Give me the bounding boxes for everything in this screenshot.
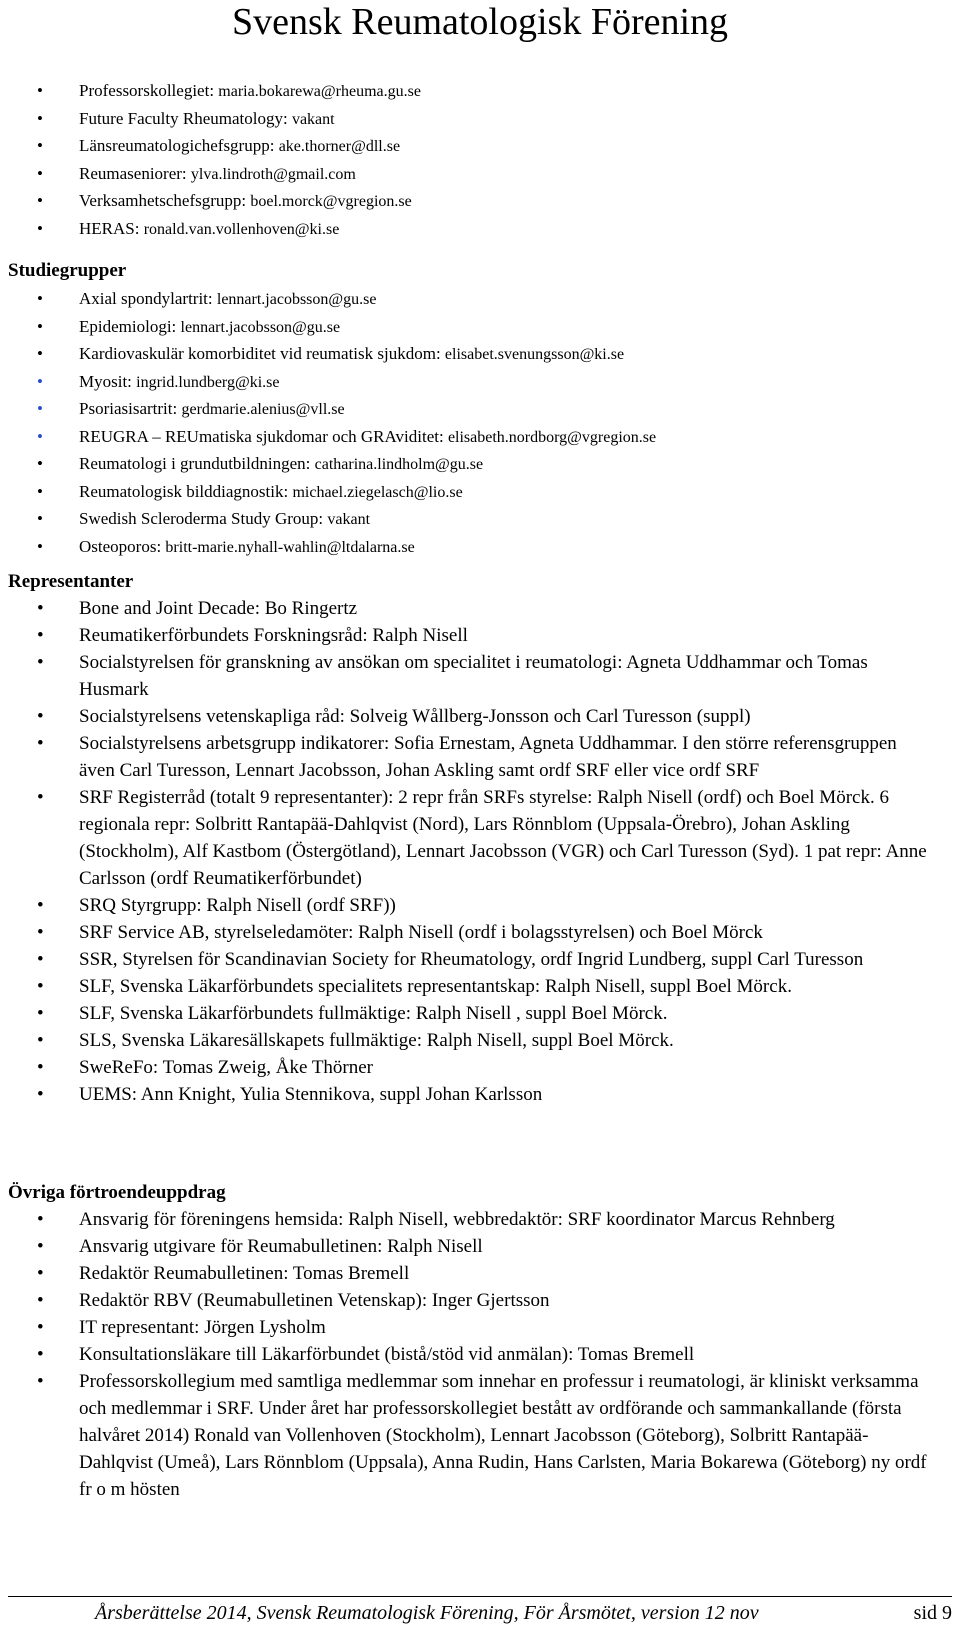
item-text: UEMS: Ann Knight, Yulia Stennikova, suppl Johan Karlsson: [79, 1084, 543, 1105]
bullet-icon: •: [37, 922, 44, 943]
contact-email: gerdmarie.alenius@vll.se: [181, 401, 345, 418]
contact-email: ylva.lindroth@gmail.com: [190, 165, 356, 183]
bullet-icon: •: [37, 136, 43, 155]
list-item: [0, 78, 929, 106]
footer-divider: [8, 1596, 952, 1597]
item-label: Swedish Scleroderma Study Group:: [79, 509, 328, 528]
bullet-icon: •: [37, 1344, 44, 1365]
list-item: [0, 188, 929, 216]
list-item: [0, 106, 929, 134]
list-item: [0, 424, 929, 452]
bullet-icon: •: [37, 1263, 44, 1284]
item-label: Reumatologisk bilddiagnostik:: [79, 481, 293, 501]
item-text: Bone and Joint Decade: Bo Ringertz: [79, 598, 358, 619]
bullet-icon: •: [37, 163, 43, 183]
item-label: Professorskollegiet:: [79, 81, 219, 100]
item-label: Reumaseniorer:: [79, 163, 191, 183]
bullet-icon: •: [37, 625, 44, 646]
bullet-icon: •: [37, 976, 44, 997]
bullet-icon: •: [37, 1003, 44, 1024]
list-item: [0, 730, 929, 784]
section-title-studiegrupper: Studiegrupper: [8, 260, 127, 281]
bullet-icon: •: [37, 289, 43, 308]
list-item: [0, 1368, 929, 1503]
item-text: Socialstyrelsen för granskning av ansökan om specialitet i reumatologi: Agneta Uddhammar och Tomas Husmark: [79, 652, 868, 700]
list-item: [0, 892, 929, 919]
item-text: Redaktör Reumabulletinen: Tomas Bremell: [79, 1263, 410, 1284]
list-item: [0, 1341, 929, 1368]
bullet-icon: •: [37, 481, 43, 501]
list-item: [0, 784, 929, 892]
item-text: Reumatikerförbundets Forskningsråd: Ralph Nisell: [79, 625, 468, 646]
item-text: SRQ Styrgrupp: Ralph Nisell (ordf SRF)): [79, 895, 396, 916]
bullet-icon: •: [37, 218, 43, 238]
item-text: SweReFo: Tomas Zweig, Åke Thörner: [79, 1057, 374, 1078]
contact-email: elisabeth.nordborg@vgregion.se: [447, 428, 657, 446]
list-item: [0, 1054, 929, 1081]
bullet-icon: •: [37, 1290, 44, 1311]
list-item: [0, 369, 929, 397]
item-label: Osteoporos:: [79, 536, 166, 556]
item-text: SRF Registerråd (totalt 9 representanter): 2 repr från SRFs styrelse: Ralph Nisell (ordf) och Boel Mörck. 6 regionala repr: Solbritt Rantapää-Dahlqvist (Nord), Lars Rönnblom (Uppsala-Örebro), Johan Askling (Stockholm), Alf Kastbom (Östergötland), Lennart Jacobsson (VGR) och Carl Turesson (Syd). 1 pat repr: Anne Carlsson (ordf Reumatikerförbundet): [79, 787, 927, 889]
item-text: Ansvarig utgivare för Reumabulletinen: Ralph Nisell: [79, 1236, 483, 1257]
bullet-icon: •: [37, 426, 43, 446]
section-title-ovriga: Övriga förtroendeuppdrag: [8, 1182, 226, 1203]
contact-email: vakant: [327, 511, 371, 528]
list-item: [0, 973, 929, 1000]
bullet-icon: •: [37, 706, 44, 727]
bullet-icon: •: [37, 1371, 44, 1392]
item-text: SLF, Svenska Läkarförbundets fullmäktige: Ralph Nisell , suppl Boel Mörck.: [79, 1003, 668, 1024]
list-item: [0, 133, 929, 161]
bullet-icon: •: [37, 1030, 44, 1051]
list-item: [0, 451, 929, 479]
item-text: IT representant: Jörgen Lysholm: [79, 1317, 326, 1338]
list-item: [0, 216, 929, 244]
contact-email: vakant: [291, 110, 335, 128]
list-item: [0, 161, 929, 189]
contact-email: catharina.lindholm@gu.se: [314, 456, 484, 473]
list-item: [0, 506, 929, 534]
list-item: [0, 1287, 929, 1314]
item-label: Future Faculty Rheumatology:: [79, 108, 292, 128]
item-label: Epidemiologi:: [79, 316, 181, 336]
bullet-icon: •: [37, 1317, 44, 1338]
bullet-icon: •: [37, 81, 43, 100]
bullet-icon: •: [37, 454, 43, 473]
item-label: HERAS:: [79, 218, 144, 238]
section-title-representanter: Representanter: [8, 571, 134, 592]
contact-email: ake.thorner@dll.se: [278, 138, 401, 155]
bullet-icon: •: [37, 536, 43, 556]
contact-email: boel.morck@vgregion.se: [250, 193, 412, 210]
list-item: [0, 703, 929, 730]
list-item: [0, 946, 929, 973]
representanter-list: [0, 595, 960, 1108]
bullet-icon: •: [37, 652, 44, 673]
footer-text: Årsberättelse 2014, Svensk Reumatologisk Förening, För Årsmötet, version 12 nov: [95, 1602, 759, 1624]
item-text: Socialstyrelsens arbetsgrupp indikatorer: Sofia Ernestam, Agneta Uddhammar. I den större referensgruppen även Carl Turesson, Lennart Jacobsson, Johan Askling samt ordf SRF eller vice ordf SRF: [79, 733, 897, 781]
item-text: SLS, Svenska Läkaresällskapets fullmäktige: Ralph Nisell, suppl Boel Mörck.: [79, 1030, 674, 1051]
bullet-icon: •: [37, 1236, 44, 1257]
contact-email: ingrid.lundberg@ki.se: [136, 373, 280, 391]
list-item: [0, 1081, 929, 1108]
item-label: Länsreumatologichefsgrupp:: [79, 136, 279, 155]
bullet-icon: •: [37, 787, 44, 808]
item-label: Reumatologi i grundutbildningen:: [79, 454, 315, 473]
contact-email: lennart.jacobsson@gu.se: [216, 291, 377, 308]
item-label: Axial spondylartrit:: [79, 289, 217, 308]
contact-email: elisabet.svenungsson@ki.se: [444, 346, 625, 363]
list-item: [0, 314, 929, 342]
list-item: [0, 622, 929, 649]
contact-email: lennart.jacobsson@gu.se: [180, 318, 341, 336]
list-item: [0, 396, 929, 424]
contact-email: michael.ziegelasch@lio.se: [292, 483, 463, 501]
studiegrupper-list: [0, 286, 960, 561]
bullet-icon: •: [37, 191, 43, 210]
item-label: Kardiovaskulär komorbiditet vid reumatisk sjukdom:: [79, 344, 445, 363]
contact-email: maria.bokarewa@rheuma.gu.se: [218, 83, 421, 100]
bullet-icon: •: [37, 509, 43, 528]
list-item: [0, 1000, 929, 1027]
list-item: [0, 919, 929, 946]
bullet-icon: •: [37, 316, 43, 336]
bullet-icon: •: [37, 108, 43, 128]
item-label: Psoriasisartrit:: [79, 399, 182, 418]
list-item: [0, 1314, 929, 1341]
item-text: Professorskollegium med samtliga medlemmar som innehar en professur i reumatologi, är kliniskt verksamma och medlemmar i SRF. Under året har professorskollegiet bestått av ordförande och sammankallande (första halvåret 2014) Ronald van Vollenhoven (Stockholm), Lennart Jacobsson (Göteborg), Solbritt Rantapää-Dahlqvist (Umeå), Lars Rönnblom (Uppsala), Anna Rudin, Hans Carlsten, Maria Bokarewa (Göteborg) ny ordf fr o m hösten: [79, 1371, 927, 1500]
contact-email: ronald.van.vollenhoven@ki.se: [143, 220, 340, 238]
list-item: [0, 1027, 929, 1054]
contact-email: britt-marie.nyhall-wahlin@ltdalarna.se: [165, 538, 415, 556]
list-item: [0, 649, 929, 703]
bullet-icon: •: [37, 399, 43, 418]
list-item: [0, 286, 929, 314]
bullet-icon: •: [37, 344, 43, 363]
item-text: SLF, Svenska Läkarförbundets specialitets representantskap: Ralph Nisell, suppl Boel Mörck.: [79, 976, 792, 997]
list-item: [0, 1260, 929, 1287]
page-title: Svensk Reumatologisk Förening: [231, 1, 729, 43]
item-label: Myosit:: [79, 371, 137, 391]
item-text: Socialstyrelsens vetenskapliga råd: Solveig Wållberg-Jonsson och Carl Turesson (suppl): [79, 706, 751, 727]
list-item: [0, 1206, 929, 1233]
bullet-icon: •: [37, 895, 44, 916]
bullet-icon: •: [37, 949, 44, 970]
item-text: SRF Service AB, styrelseledamöter: Ralph Nisell (ordf i bolagsstyrelsen) och Boel Mörck: [79, 922, 763, 943]
bullet-icon: •: [37, 598, 44, 619]
list-item: [0, 1233, 929, 1260]
item-text: Redaktör RBV (Reumabulletinen Vetenskap): Inger Gjertsson: [79, 1290, 550, 1311]
bullet-icon: •: [37, 1057, 44, 1078]
item-label: Verksamhetschefsgrupp:: [79, 191, 251, 210]
bullet-icon: •: [37, 371, 43, 391]
list-item: [0, 595, 929, 622]
item-label: REUGRA – REUmatiska sjukdomar och GRAviditet:: [79, 426, 448, 446]
bullet-icon: •: [37, 1084, 44, 1105]
list-item: [0, 479, 929, 507]
ovriga-list: [0, 1206, 960, 1503]
item-text: Konsultationsläkare till Läkarförbundet (bistå/stöd vid anmälan): Tomas Bremell: [79, 1344, 695, 1365]
list-item: [0, 341, 929, 369]
group-list: [0, 78, 960, 243]
bullet-icon: •: [37, 1209, 44, 1230]
item-text: SSR, Styrelsen för Scandinavian Society for Rheumatology, ordf Ingrid Lundberg, suppl Carl Turesson: [79, 949, 864, 970]
bullet-icon: •: [37, 733, 44, 754]
page-number: sid 9: [913, 1602, 952, 1624]
item-text: Ansvarig för föreningens hemsida: Ralph Nisell, webbredaktör: SRF koordinator Marcus Rehnberg: [79, 1209, 835, 1230]
list-item: [0, 534, 929, 562]
